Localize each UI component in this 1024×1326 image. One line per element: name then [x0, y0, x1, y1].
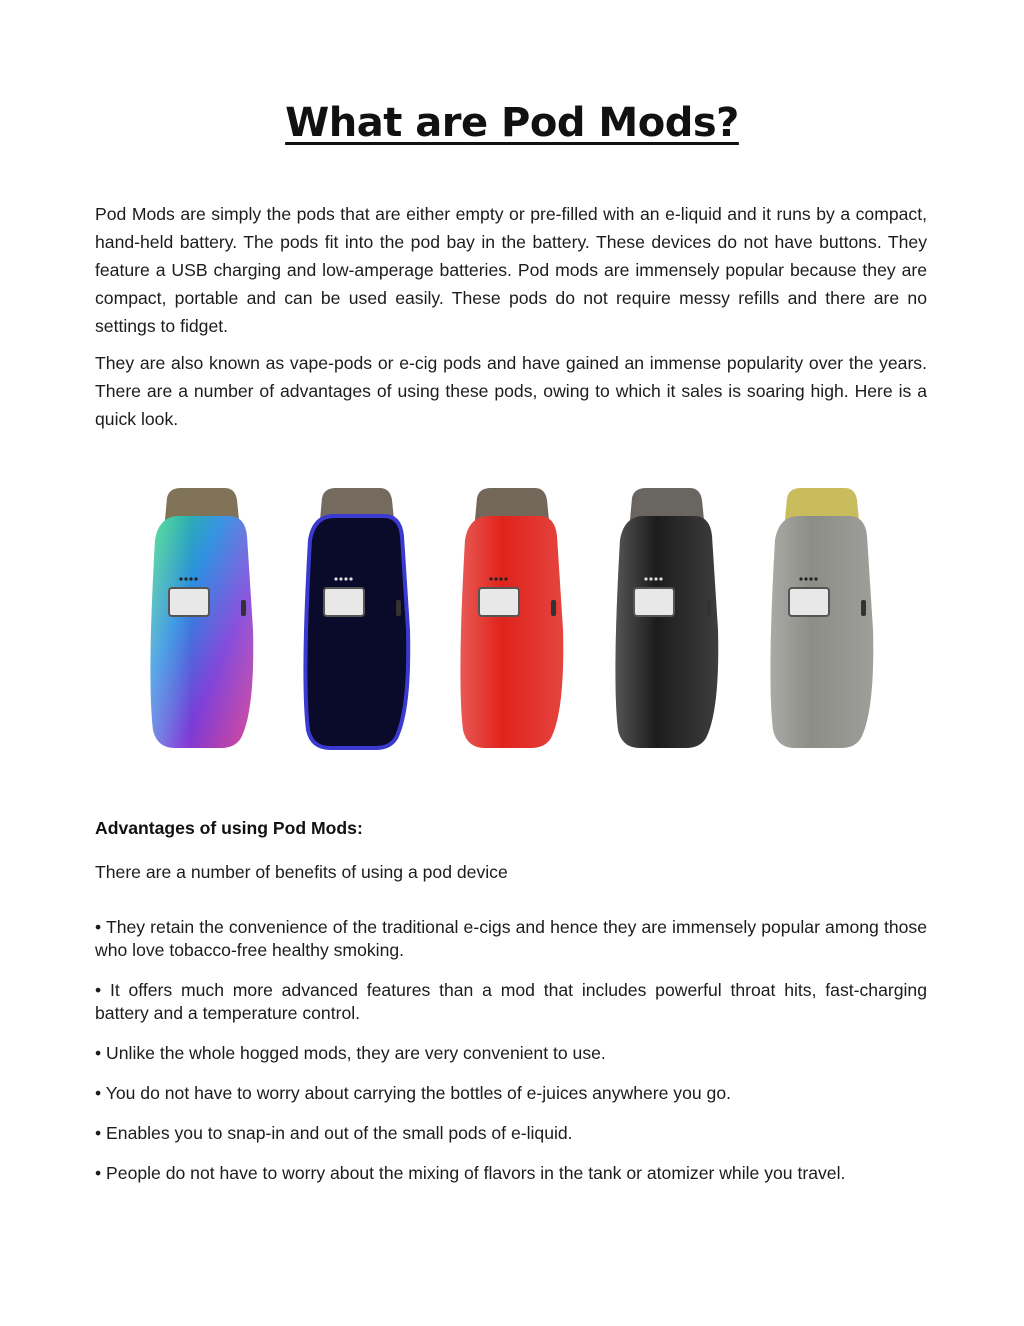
- page-title: What are Pod Mods?: [285, 100, 739, 146]
- pod-device-5: [770, 488, 873, 748]
- pod-device-3: [460, 488, 563, 748]
- list-item: • It offers much more advanced features than a mod that includes powerful throat hits, fast-charging battery and a temperature control.: [95, 980, 927, 1023]
- list-item: • Unlike the whole hogged mods, they are very convenient to use.: [95, 1043, 606, 1063]
- popularity-paragraph: They are also known as vape-pods or e-cig pods and have gained an immense popularity over the years. There are a number of advantages of using these pods, owing to which it sales is soaring high. Here is a quick look.: [95, 353, 927, 429]
- list-item: • You do not have to worry about carrying the bottles of e-juices anywhere you go.: [95, 1083, 732, 1103]
- advantages-heading: Advantages of using Pod Mods:: [95, 818, 363, 838]
- pod-devices-image: [130, 470, 910, 760]
- list-item: • They retain the convenience of the traditional e-cigs and hence they are immensely popular among those who love tobacco-free healthy smoking.: [95, 917, 927, 960]
- list-item: • People do not have to worry about the mixing of flavors in the tank or atomizer while you travel.: [95, 1163, 846, 1183]
- pod-device-2: [305, 488, 408, 748]
- list-item: • Enables you to snap-in and out of the small pods of e-liquid.: [95, 1123, 573, 1143]
- pod-device-1: [150, 488, 253, 748]
- advantages-list: [95, 916, 927, 1202]
- pod-device-4: [615, 488, 718, 748]
- advantages-intro: There are a number of benefits of using a pod device: [95, 862, 508, 882]
- intro-paragraph: Pod Mods are simply the pods that are either empty or pre-filled with an e-liquid and it runs by a compact, hand-held battery. The pods fit into the pod bay in the battery. These devices do not have buttons. They feature a USB charging and low-amperage batteries. Pod mods are immensely popular because they are compact, portable and can be used easily. These pods do not require messy refills and there are no settings to fidget.: [95, 204, 927, 336]
